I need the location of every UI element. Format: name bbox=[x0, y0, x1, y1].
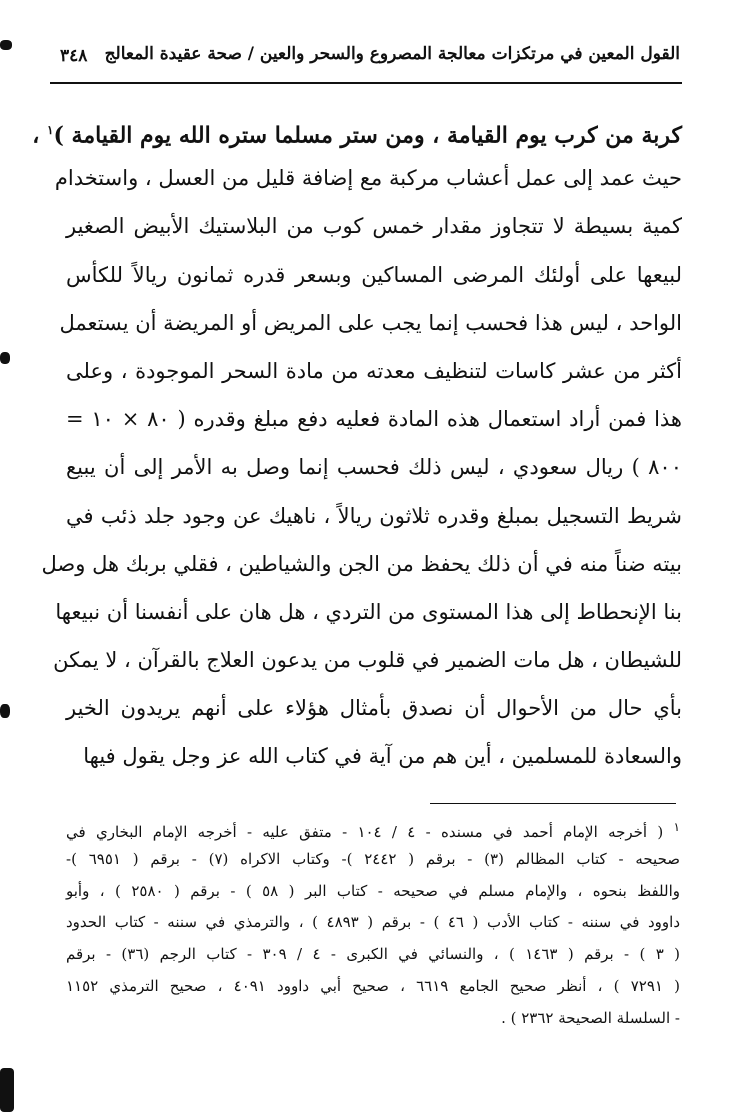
body-line-4: لبيعها على أولئك المرضى المساكين وبسعر قدره ثمانون ريالاً للكأس bbox=[66, 262, 682, 287]
footnote-line-5: ( ٣ ) - برقم ( ١٤٦٣ ) ، والنسائي في الكبرى - ٤ / ٣٠٩ - كتاب الرجم (٣٦) - برقم bbox=[66, 945, 681, 964]
body-line-10: بيته ضناً منه في أن ذلك يحفظ من الجن والشياطين ، فقلي بربك هل وصل bbox=[41, 551, 682, 576]
body-line-12: للشيطان ، هل مات الضمير في قلوب من يدعون العلاج بالقرآن ، لا يمكن bbox=[53, 648, 682, 673]
body-line-1: كربة من كرب يوم القيامة ، ومن ستر مسلما ستره الله يوم القيامة )$^١$ ، bbox=[32, 122, 682, 149]
page-header bbox=[40, 38, 680, 78]
footnote-reference: ١ bbox=[47, 123, 54, 137]
footnote-line-6: ( ٧٢٩١ ) ، أنظر صحيح الجامع ٦٦١٩ ، صحيح أبي داوود ٤٠٩١ ، صحيح الترمذي ١١٥٢ bbox=[66, 976, 680, 995]
body-line-2: حيث عمد إلى عمل أعشاب مركبة مع إضافة قليل من العسل ، واستخدام bbox=[54, 166, 682, 191]
footnote-line-4: داوود في سننه - كتاب الأدب ( ٤٦ ) - برقم ( ٤٨٩٣ ) ، والترمذي في سننه - كتاب الحدود bbox=[66, 913, 680, 932]
header-rule bbox=[50, 82, 682, 84]
body-line-7: هذا فمن أراد استعمال هذه المادة فعليه دفع مبلغ وقدره ( ٨٠ × ١٠ = bbox=[66, 407, 682, 432]
running-title: القول المعين في مرتكزات معالجة المصروع والسحر والعين / صحة عقيدة المعالج bbox=[104, 44, 680, 64]
footnote-marker: ١ bbox=[673, 820, 680, 834]
body-line-9: شريط التسجيل بمبلغ وقدره ثلاثون ريالاً ، ناهيك عن وجود جلد ذئب في bbox=[66, 503, 682, 528]
scan-edge-mark bbox=[0, 1068, 14, 1112]
body-line-6: أكثر من عشر كاسات لتنظيف معدته من مادة السحر الموجودة ، وعلى bbox=[66, 358, 682, 383]
body-line-14: والسعادة للمسلمين ، أين هم من آية في كتاب الله عز وجل يقول فيها bbox=[83, 744, 682, 769]
footnote-separator bbox=[430, 803, 676, 804]
body-line-5: الواحد ، ليس هذا فحسب إنما يجب على المريض أو المريضة أن يستعمل bbox=[59, 310, 682, 335]
footnote-line-1: $^١$ ( أخرجه الإمام أحمد في مسنده - ٤ / ١٠٤ - متفق عليه - أخرجه الإمام البخاري في bbox=[66, 820, 680, 841]
body-line-13: بأي حال من الأحوال أن نصدق بأمثال هؤلاء على أنهم يريدون الخير bbox=[66, 696, 682, 721]
scan-edge-mark bbox=[0, 704, 10, 718]
page-number: ٣٤٨ bbox=[60, 46, 88, 66]
footnote-line-3: واللفظ بنحوه ، والإمام مسلم في صحيحه - كتاب البر ( ٥٨ ) - برقم ( ٢٥٨٠ ) ، وأبو bbox=[66, 881, 680, 900]
footnote-line-2: صحيحه - كتاب المظالم (٣) - برقم ( ٢٤٤٢ )- وكتاب الاكراه (٧) - برقم ( ٦٩٥١ )- bbox=[66, 849, 680, 868]
footnotes bbox=[66, 812, 680, 1035]
body-line-11: بنا الإنحطاط إلى هذا المستوى من التردي ، هل هان على أنفسنا أن نبيعها bbox=[55, 599, 682, 624]
scan-edge-mark bbox=[0, 352, 10, 364]
footnote-line-7: - السلسلة الصحيحة ٢٣٦٢ ) . bbox=[501, 1008, 680, 1027]
body-line-8: ٨٠٠ ) ريال سعودي ، ليس ذلك فحسب إنما وصل به الأمر إلى أن يبيع bbox=[66, 455, 682, 480]
body-line-3: كمية بسيطة لا تتجاوز مقدار خمس كوب من البلاستيك الأبيض الصغير bbox=[66, 214, 682, 239]
scan-edge-mark bbox=[0, 40, 12, 50]
body-text bbox=[32, 106, 682, 781]
